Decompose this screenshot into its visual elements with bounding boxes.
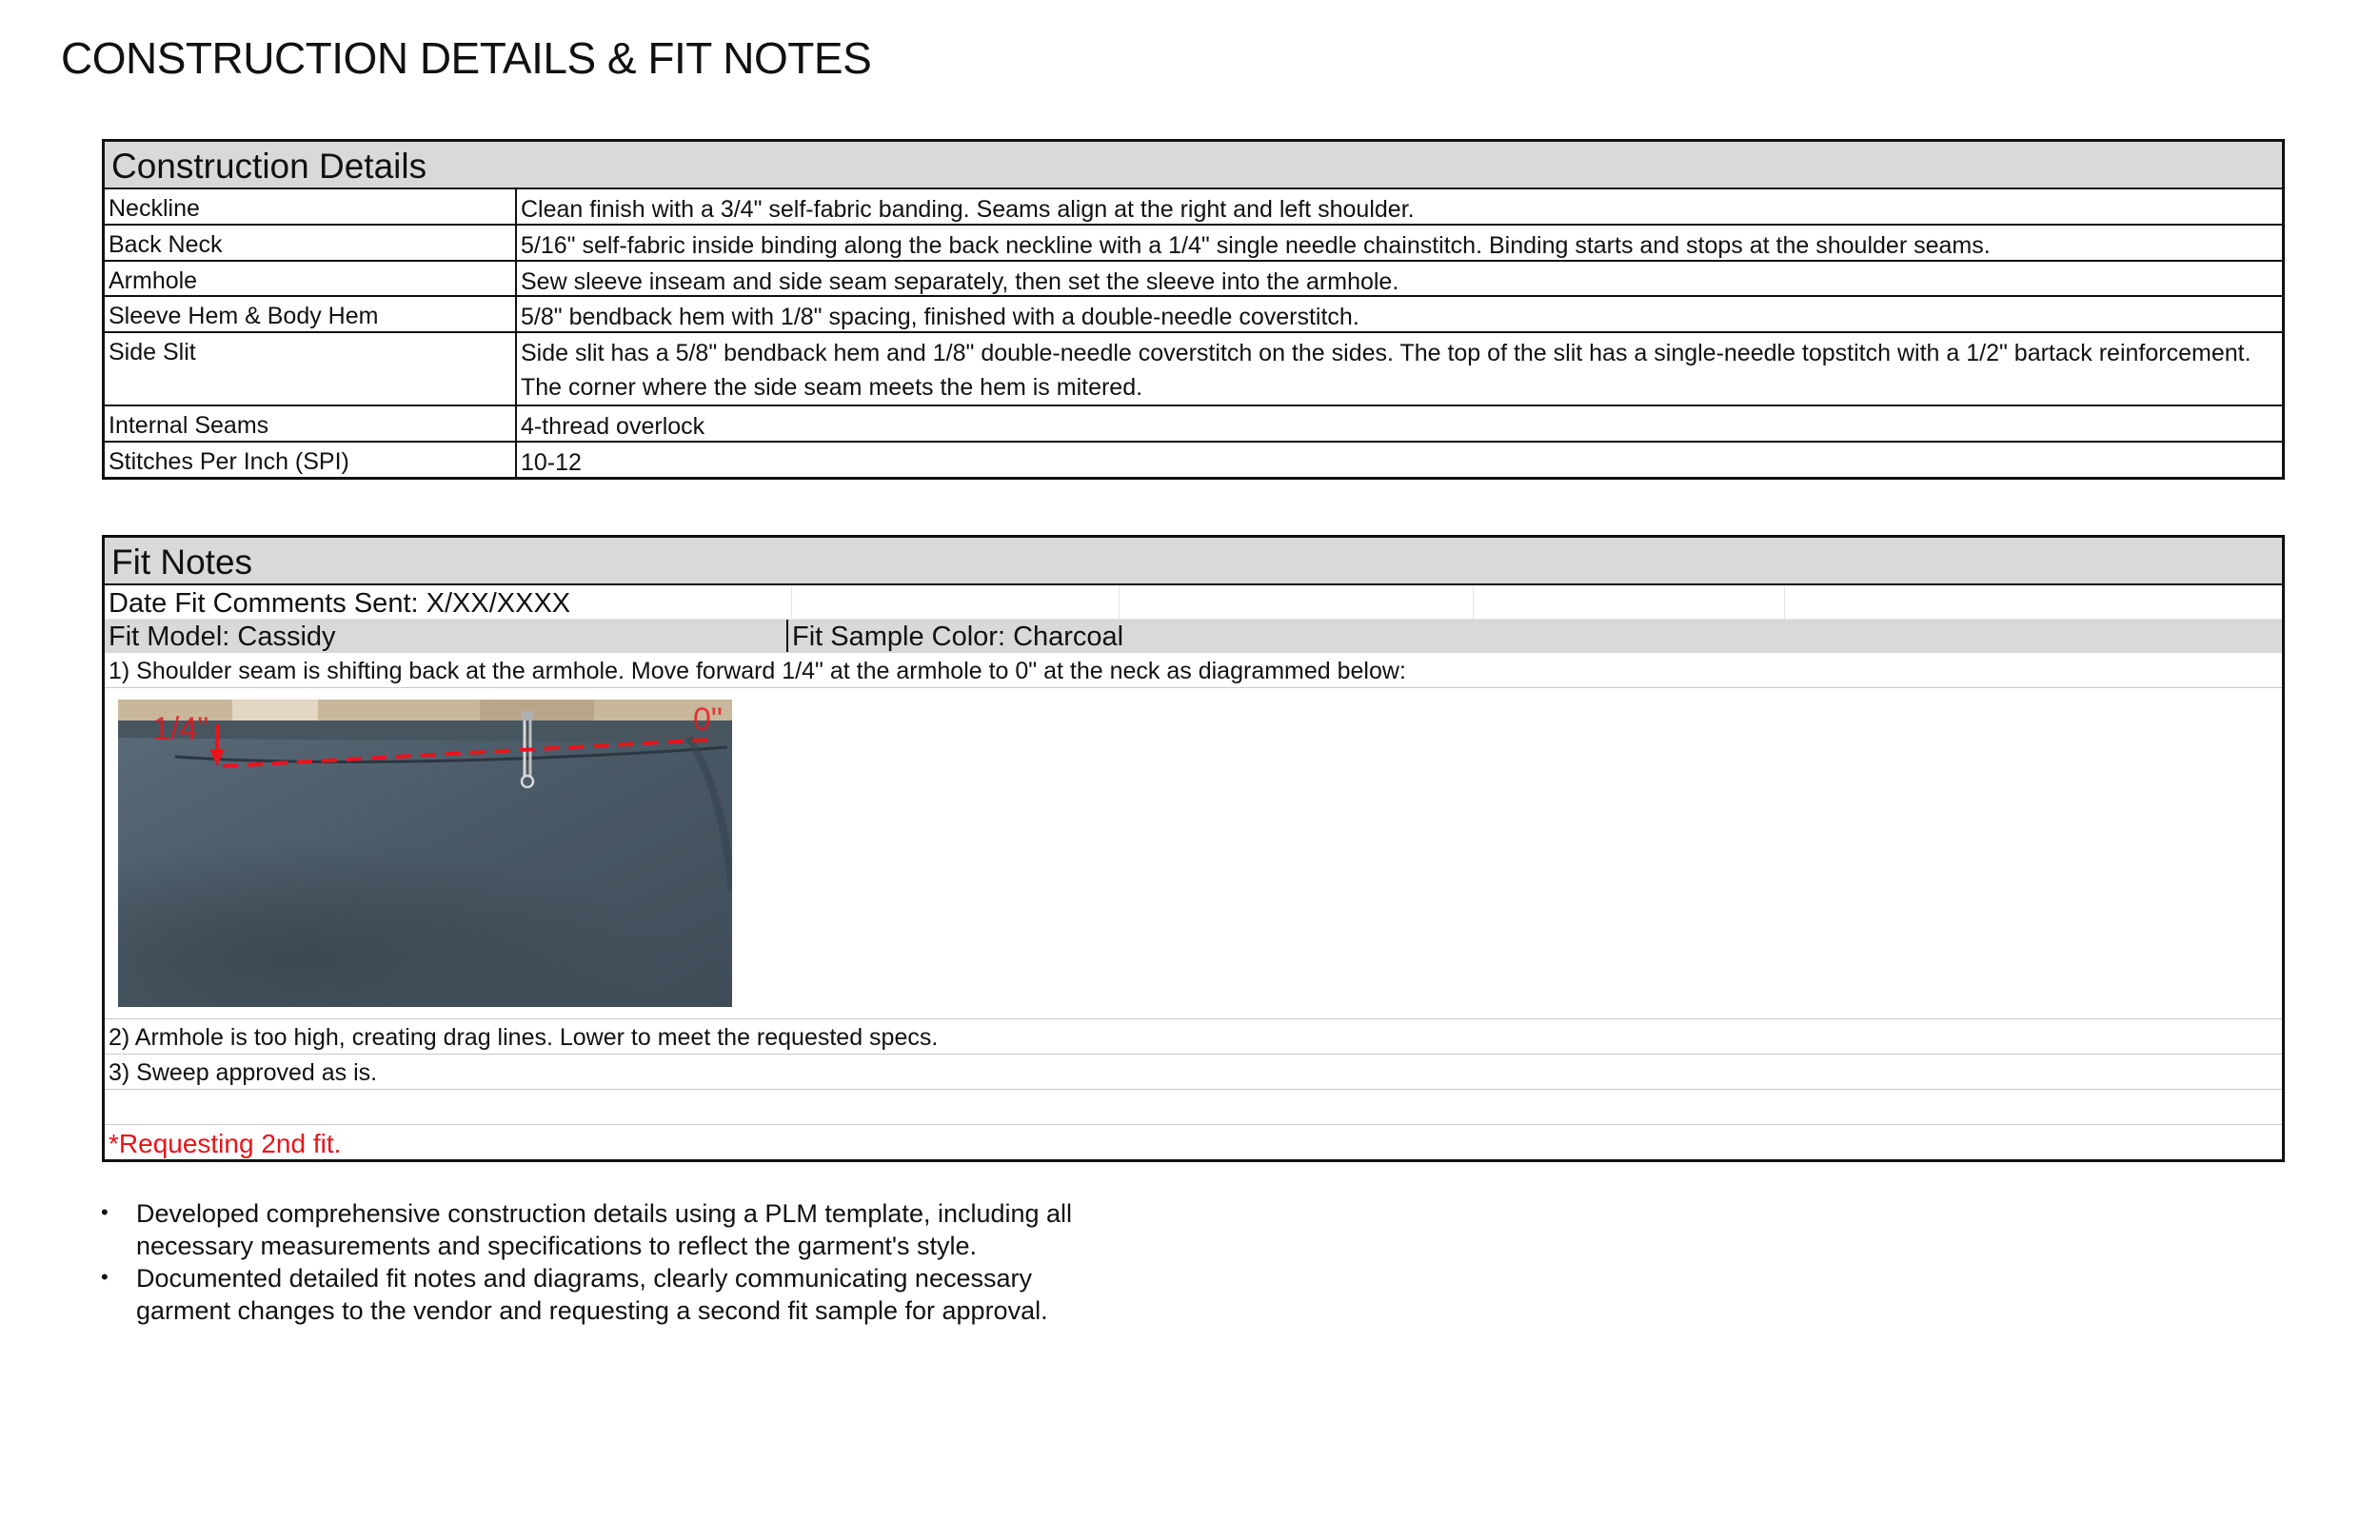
empty-row — [105, 1090, 2282, 1125]
table-row — [105, 406, 2282, 443]
request-note: *Requesting 2nd fit. — [109, 1129, 342, 1158]
fit-model: Fit Model: Cassidy — [109, 622, 336, 652]
row-label: Back Neck — [105, 226, 517, 260]
table-row — [105, 262, 2282, 297]
photo-label-left: 1/4" — [152, 711, 209, 747]
bullet-mark: • — [101, 1200, 109, 1224]
row-value: Side slit has a 5/8" bendback hem and 1/8" double-needle coverstitch on the sides. The top of the slit has a single-needle topstitch with a 1/2" bartack reinforcement. The corner where the side seam meets the hem is mitered. — [521, 340, 2251, 401]
row-label: Internal Seams — [105, 406, 517, 441]
summary-bullets — [95, 1197, 1107, 1327]
row-value: 5/8" bendback hem with 1/8" spacing, finished with a double-needle coverstitch. — [521, 304, 1359, 330]
date-sent: Date Fit Comments Sent: X/XX/XXXX — [109, 588, 571, 619]
date-sent-row — [105, 585, 2282, 620]
bullet-text: Documented detailed fit notes and diagrams, clearly communicating necessary garment changes to the vendor and requesting a second fit sample for approval. — [136, 1264, 1048, 1325]
photo-label-right: 0" — [693, 701, 723, 738]
construction-details-heading: Construction Details — [105, 142, 2282, 189]
page-title: CONSTRUCTION DETAILS & FIT NOTES — [61, 33, 872, 83]
table-row — [105, 333, 2282, 406]
table-row — [105, 443, 2282, 477]
fit-note-2: 2) Armhole is too high, creating drag lines. Lower to meet the requested specs. — [105, 1019, 2282, 1055]
table-row — [105, 297, 2282, 333]
fit-notes-table — [102, 535, 2285, 1162]
grid-line — [1119, 585, 1120, 619]
row-value: 5/16" self-fabric inside binding along the back neckline with a 1/4" single needle chainstitch. Binding starts and stops at the shoulder seams. — [521, 232, 1991, 259]
fit-note-3: 3) Sweep approved as is. — [105, 1055, 2282, 1090]
list-item — [95, 1197, 1107, 1262]
grid-line — [1784, 585, 1785, 619]
grid-line — [1473, 585, 1474, 619]
row-label: Sleeve Hem & Body Hem — [105, 297, 517, 331]
fit-notes-heading: Fit Notes — [105, 538, 2282, 585]
construction-details-table — [102, 139, 2285, 480]
fit-model-row — [105, 620, 2282, 653]
fit-sample-color: Fit Sample Color: Charcoal — [786, 620, 1123, 652]
shoulder-seam-photo — [118, 700, 732, 1007]
row-value: Sew sleeve inseam and side seam separately, then set the sleeve into the armhole. — [521, 268, 1399, 295]
grid-line — [791, 585, 792, 619]
row-value: 4-thread overlock — [521, 413, 705, 440]
row-value: Clean finish with a 3/4" self-fabric banding. Seams align at the right and left shoulder. — [521, 196, 1415, 223]
diagram-row — [105, 688, 2282, 1019]
row-label: Armhole — [105, 262, 517, 295]
bullet-text: Developed comprehensive construction details using a PLM template, including all necessary measurements and specifications to reflect the garment's style. — [136, 1199, 1073, 1260]
row-label: Neckline — [105, 189, 517, 224]
table-row — [105, 226, 2282, 262]
row-value: 10-12 — [521, 449, 582, 476]
row-label: Stitches Per Inch (SPI) — [105, 443, 517, 477]
row-label: Side Slit — [105, 333, 517, 405]
bullet-mark: • — [101, 1265, 109, 1289]
list-item — [95, 1262, 1107, 1327]
table-row — [105, 189, 2282, 226]
fit-note-1: 1) Shoulder seam is shifting back at the armhole. Move forward 1/4" at the armhole to 0" at the neck as diagrammed below: — [105, 653, 2282, 688]
